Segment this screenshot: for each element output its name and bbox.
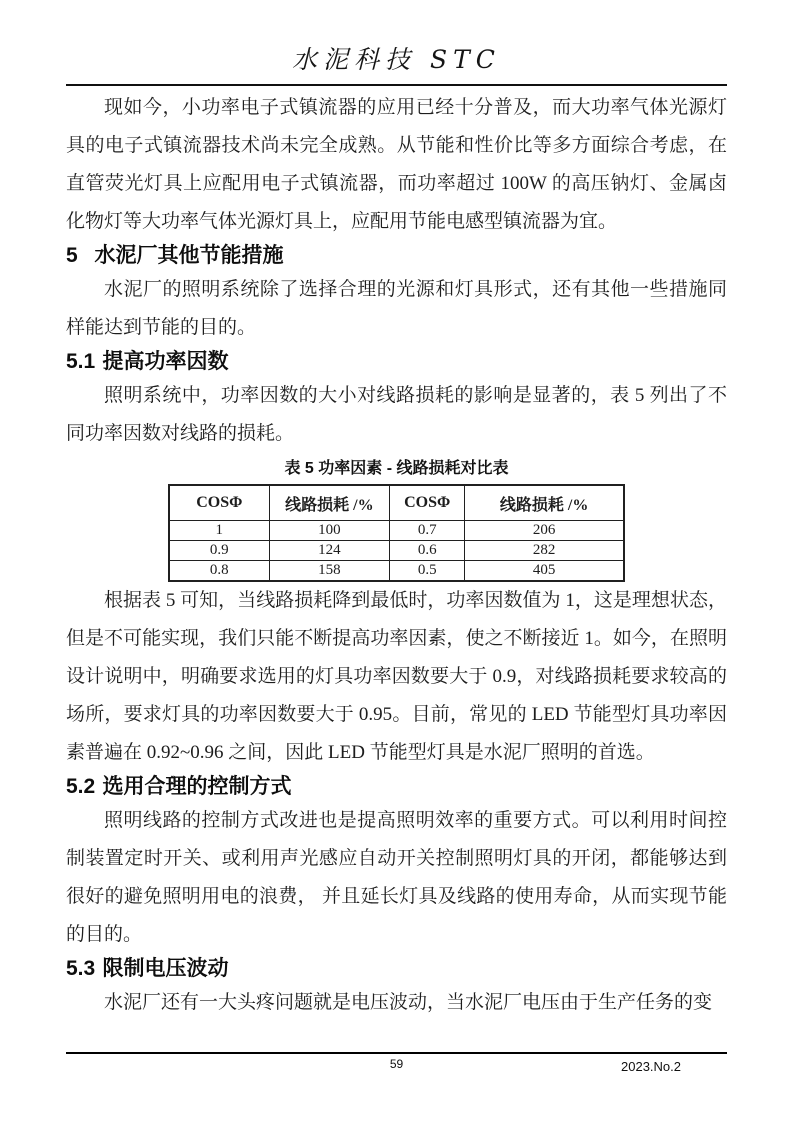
section-heading-5 (66, 241, 727, 271)
table-cell: 158 (269, 561, 390, 582)
journal-title: 水泥科技 STC (292, 45, 501, 74)
table-cell: 100 (269, 521, 390, 541)
section-5-paragraph: 水泥厂的照明系统除了选择合理的光源和灯具形式，还有其他一些措施同样能达到节能的目的。 (66, 279, 727, 338)
table-header-cell: COSΦ (169, 485, 269, 521)
section-5-1-paragraph-2: 根据表 5 可知，当线路损耗降到最低时，功率因数值为 1，这是理想状态，但是不可能实现，我们只能不断提高功率因素，使之不断接近 1。如今，在照明设计说明中，明确要求选用的灯具功率因数要大于 0.9，对线路损耗要求较高的场所，要求灯具的功率因数要大于 0.95。目前，常见的 LED 节能型灯具功率因素普遍在 0.92~0.96 之间，因此 LED 节能型灯具是水泥厂照明的首选。 (66, 590, 727, 763)
table-cell: 0.7 (390, 521, 465, 541)
table-header-cell: 线路损耗 /% (465, 485, 624, 521)
table-caption: 表 5 功率因素 - 线路损耗对比表 (284, 460, 509, 477)
table-cell: 405 (465, 561, 624, 582)
section-number: 5.2 (66, 775, 96, 798)
table-cell: 0.8 (169, 561, 269, 582)
section-heading-5-1 (66, 347, 727, 377)
table-row (169, 521, 624, 541)
table-cell: 0.6 (390, 541, 465, 561)
table-cell: 124 (269, 541, 390, 561)
section-5-2-paragraph: 照明线路的控制方式改进也是提高照明效率的重要方式。可以利用时间控制装置定时开关、或利用声光感应自动开关控制照明灯具的开闭，都能够达到很好的避免照明用电的浪费， 并且延长灯具及线路的使用寿命，从而实现节能的目的。 (66, 810, 727, 945)
section-number: 5.3 (66, 957, 96, 980)
section-number: 5 (66, 244, 78, 267)
section-heading-5-2 (66, 772, 727, 802)
page-content (0, 40, 793, 1022)
section-5-3-paragraph: 水泥厂还有一大头疼问题就是电压波动，当水泥厂电压由于生产任务的变 (104, 992, 713, 1013)
section-number: 5.1 (66, 350, 96, 373)
section-heading-5-3 (66, 954, 727, 984)
table-row (169, 561, 624, 582)
section-title: 选用合理的控制方式 (102, 775, 292, 798)
header-rule (66, 84, 727, 86)
table-header-row (169, 485, 624, 521)
page-number: 59 (389, 1057, 404, 1071)
table-cell: 0.5 (390, 561, 465, 582)
table-row (169, 541, 624, 561)
section-title: 限制电压波动 (102, 957, 229, 980)
table-header-cell: COSΦ (390, 485, 465, 521)
table-cell: 0.9 (169, 541, 269, 561)
table-cell: 1 (169, 521, 269, 541)
page-footer (66, 1052, 727, 1074)
section-5-1-paragraph-1: 照明系统中，功率因数的大小对线路损耗的影响是显著的，表 5 列出了不同功率因数对线路的损耗。 (66, 385, 727, 444)
table-header-cell: 线路损耗 /% (269, 485, 390, 521)
power-factor-table (168, 484, 625, 582)
intro-paragraph: 现如今，小功率电子式镇流器的应用已经十分普及，而大功率气体光源灯具的电子式镇流器技术尚未完全成熟。从节能和性价比等多方面综合考虑，在直管荧光灯具上应配用电子式镇流器，而功率超过 100W 的高压钠灯、金属卤化物灯等大功率气体光源灯具上，应配用节能电感型镇流器为宜。 (66, 97, 727, 232)
table-cell: 206 (465, 521, 624, 541)
section-title: 水泥厂其他节能措施 (94, 244, 284, 267)
table-cell: 282 (465, 541, 624, 561)
issue-number: 2023.No.2 (621, 1059, 681, 1074)
section-title: 提高功率因数 (102, 350, 229, 373)
